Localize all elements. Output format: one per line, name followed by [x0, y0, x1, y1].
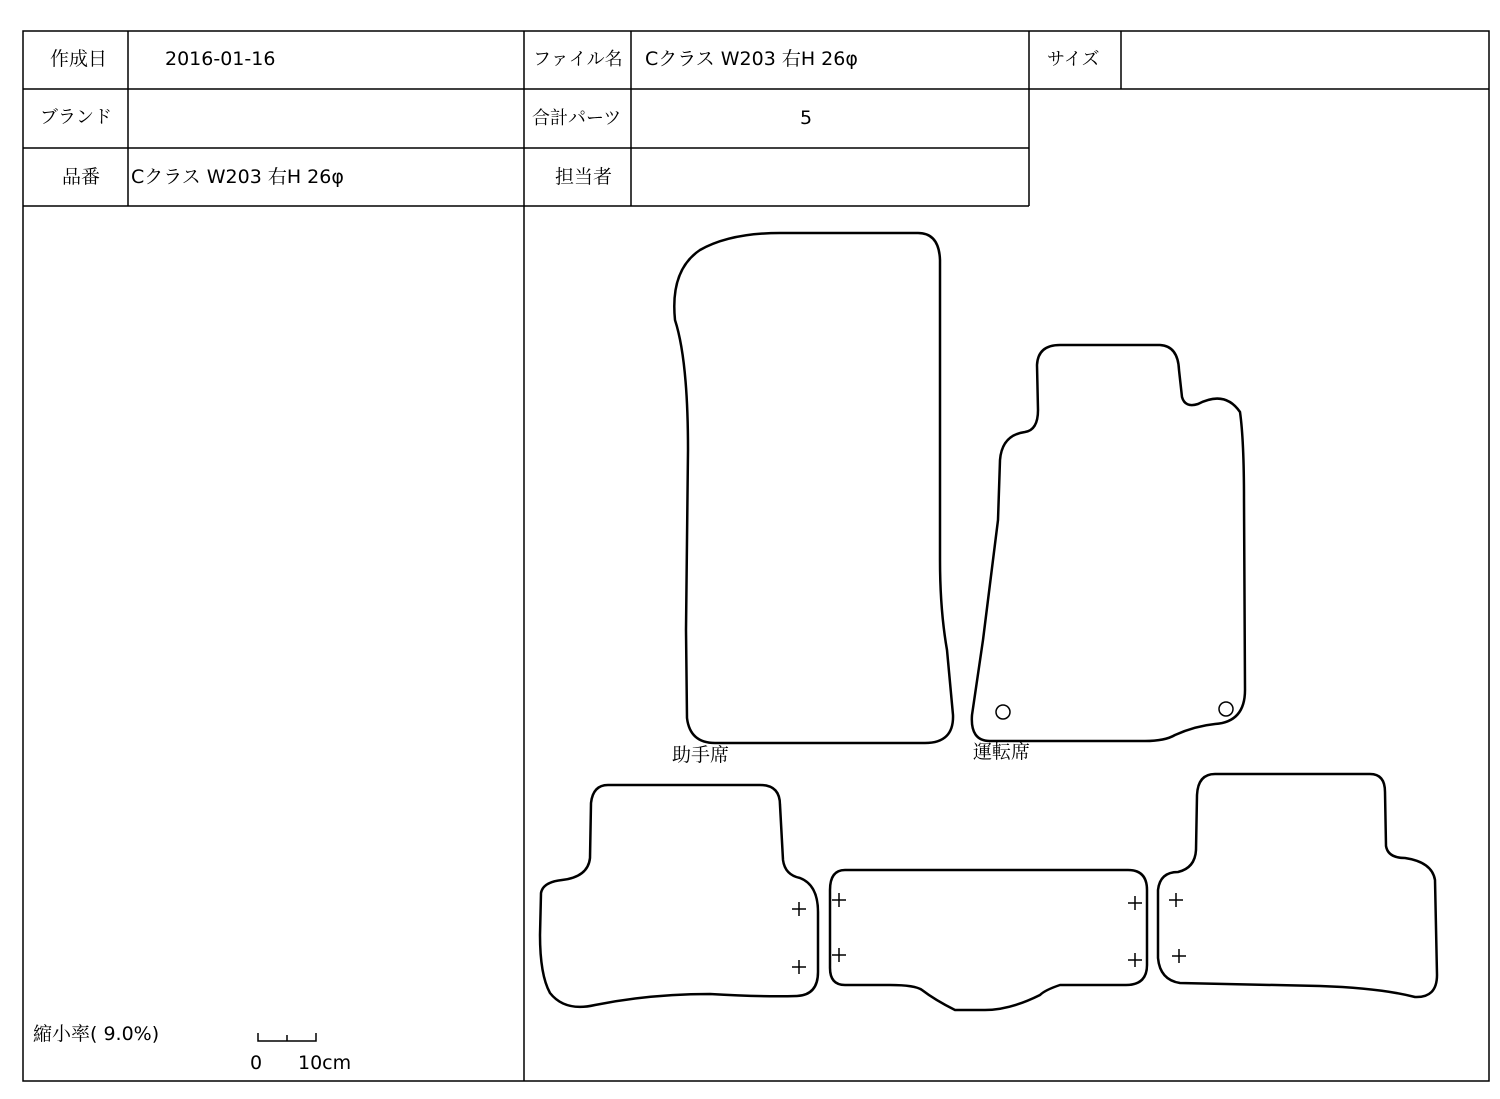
scale-end-label: 10cm [298, 1052, 352, 1074]
cross-marker [832, 893, 846, 907]
cross-marker [792, 960, 806, 974]
created-label: 作成日 [50, 48, 108, 70]
size-label: サイズ [1047, 49, 1100, 70]
hole-marker [1219, 702, 1233, 716]
cross-marker [1128, 953, 1142, 967]
part-number-value: Cクラス W203 右H 26φ [131, 166, 344, 188]
cross-marker [1169, 893, 1183, 907]
mat-driver-outline [972, 345, 1245, 741]
file-name-value: Cクラス W203 右H 26φ [645, 48, 858, 70]
part-number-label: 品番 [62, 166, 101, 188]
mat-rear-middle-outline [830, 870, 1147, 1010]
total-parts-label: 合計パーツ [532, 108, 622, 129]
hole-marker [996, 705, 1010, 719]
cross-marker [1172, 949, 1186, 963]
mat-rear-right-outline [1158, 774, 1437, 997]
scale-bar [258, 1033, 316, 1041]
mat-passenger-label: 助手席 [672, 744, 730, 766]
scale-ratio-label: 縮小率( 9.0%) [33, 1023, 160, 1045]
cross-marker [832, 948, 846, 962]
mat-rear-left-outline [540, 785, 818, 1007]
file-name-label: ファイル名 [533, 49, 623, 70]
staff-label: 担当者 [555, 166, 613, 188]
mat-passenger-outline [674, 233, 953, 743]
brand-label: ブランド [40, 107, 112, 128]
cross-marker [1128, 896, 1142, 910]
mat-driver-label: 運転席 [973, 741, 1031, 763]
cross-marker [792, 902, 806, 916]
scale-start-label: 0 [250, 1052, 263, 1074]
created-value: 2016-01-16 [165, 48, 276, 70]
total-parts-value: 5 [800, 107, 813, 129]
